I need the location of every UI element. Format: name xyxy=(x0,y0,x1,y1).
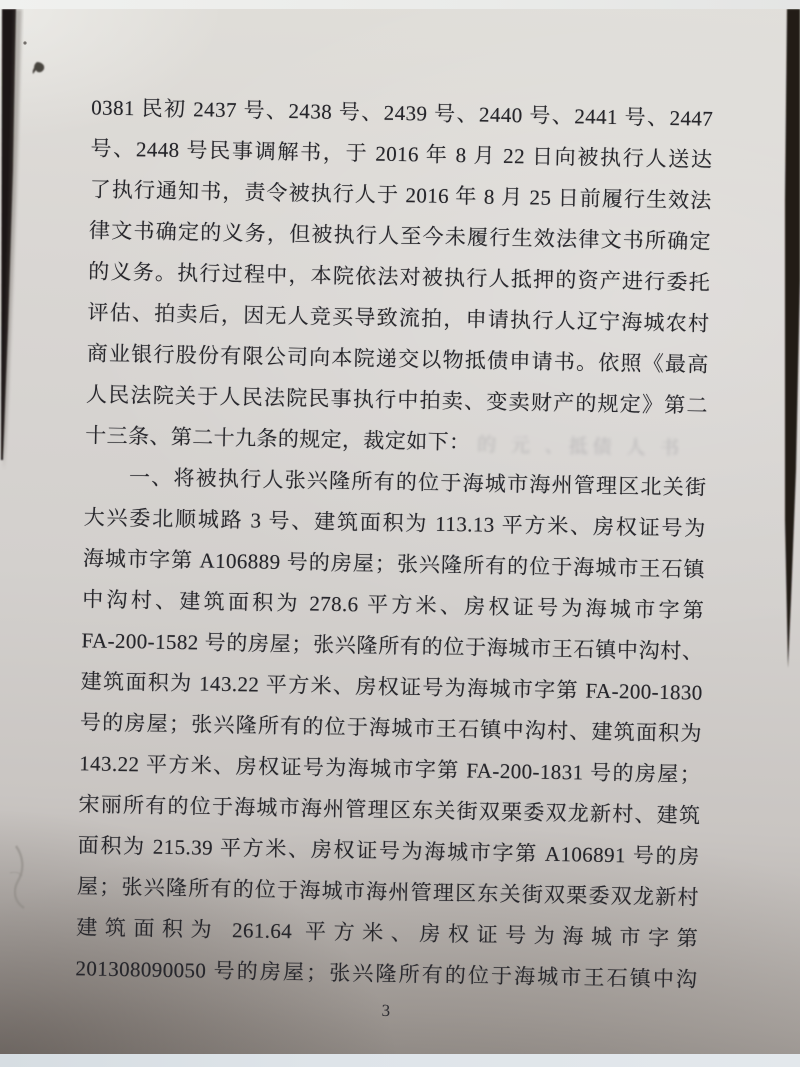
document-text xyxy=(75,87,713,1000)
document-page xyxy=(0,9,800,1054)
text-line: 号的房屋；张兴隆所有的位于海城市王石镇中沟村、建筑面积为 xyxy=(79,710,703,746)
text-line: 屋；张兴隆所有的位于海城市海州管理区东关街双栗委双龙新村 xyxy=(76,874,700,910)
text-line: 中沟村、建筑面积为 278.6 平方米、房权证号为海城市字第 xyxy=(82,587,705,623)
text-line: 的义务。执行过程中，本院依法对被执行人抵押的资产进行委托 xyxy=(88,259,711,295)
text-line: 0381 民初 2437 号、2438 号、2439 号、2440 号、2441 号、2447 xyxy=(91,95,714,131)
text-line: 一、将被执行人张兴隆所有的位于海城市海州管理区北关街 xyxy=(84,464,707,500)
bottom-edge-strip xyxy=(0,1054,800,1067)
text-line: FA-200-1582 号的房屋；张兴隆所有的位于海城市王石镇中沟村、 xyxy=(81,628,704,664)
top-edge-strip xyxy=(0,0,800,9)
text-line: 201308090050 号的房屋；张兴隆所有的位于海城市王石镇中沟 xyxy=(75,956,698,992)
page-content xyxy=(75,87,714,1020)
page-number: 3 xyxy=(381,1000,391,1020)
text-line: 号、2448 号民事调解书，于 2016 年 8 月 22 日向被执行人送达 xyxy=(90,136,713,172)
text-line: 面积为 215.39 平方米、房权证号为海城市字第 A106891 号的房 xyxy=(77,833,700,869)
text-line: 律文书确定的义务，但被执行人至今未履行生效法律文书所确定 xyxy=(88,218,712,254)
text-line: 宋丽所有的位于海城市海州管理区东关街双栗委双龙新村、建筑 xyxy=(78,792,701,828)
bleed-through-text: 的 元 、抵债 人 书 xyxy=(476,434,685,460)
text-line: 商业银行股份有限公司向本院递交以物抵债申请书。依照《最高 xyxy=(86,341,709,377)
text-line: 建筑面积为 261.64 平方米、房权证号为海城市字第 xyxy=(76,915,699,951)
text-line: 评估、拍卖后，因无人竞买导致流拍，申请执行人辽宁海城农村 xyxy=(87,300,710,336)
text-line: 了执行通知书，责令被执行人于 2016 年 8 月 25 日前履行生效法 xyxy=(89,177,712,213)
text-line: 十三条、第二十九条的规定，裁定如下： xyxy=(85,423,471,455)
text-line: 人民法院关于人民法院民事执行中拍卖、变卖财产的规定》第二 xyxy=(85,382,709,418)
text-line: 143.22 平方米、房权证号为海城市字第 FA-200-1831 号的房屋； xyxy=(79,751,702,787)
text-line: 大兴委北顺城路 3 号、建筑面积为 113.13 平方米、房权证号为 xyxy=(83,505,706,541)
text-line: 建筑面积为 143.22 平方米、房权证号为海城市字第 FA-200-1830 xyxy=(80,669,703,705)
text-line: 海城市字第 A106889 号的房屋；张兴隆所有的位于海城市王石镇 xyxy=(82,546,706,582)
